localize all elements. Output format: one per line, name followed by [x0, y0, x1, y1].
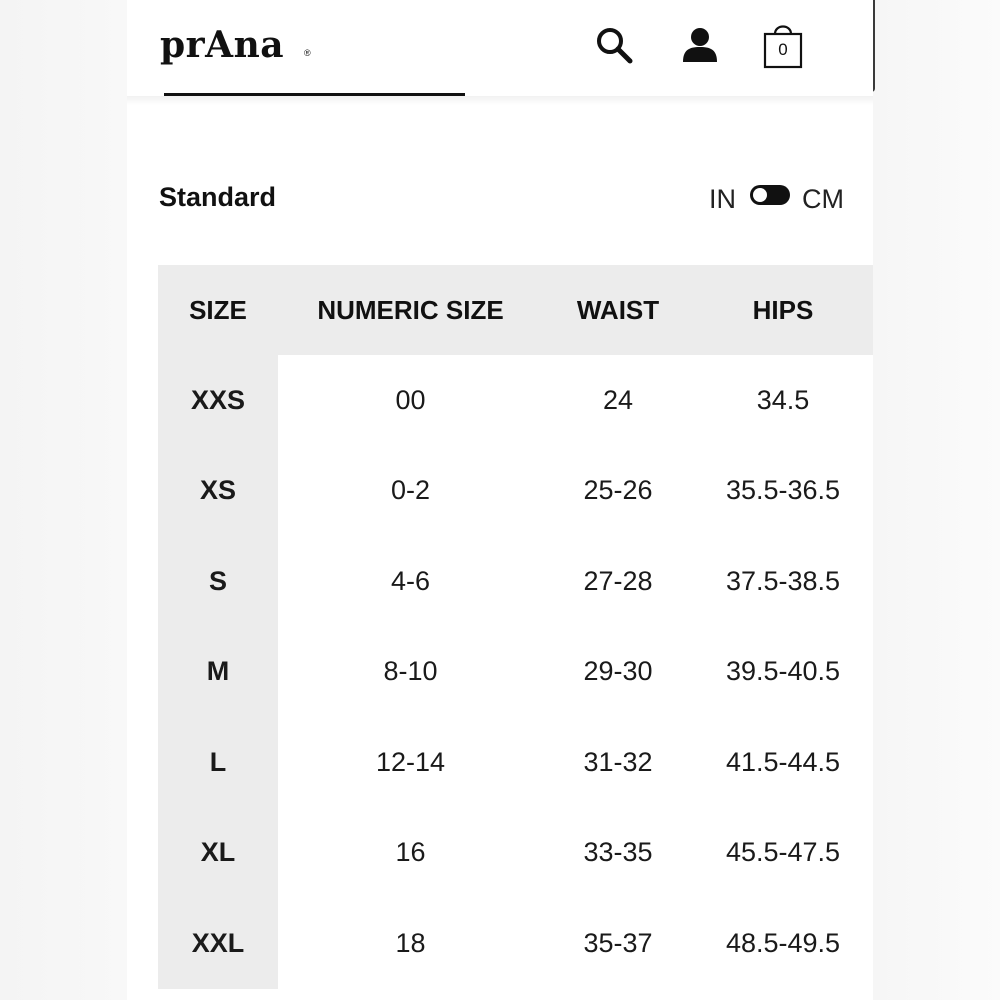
waist-cell: 25-26	[543, 446, 693, 537]
waist-cell: 29-30	[543, 627, 693, 718]
search-icon[interactable]	[594, 25, 634, 65]
cart-count[interactable]: 0	[778, 40, 788, 59]
table-row	[158, 808, 873, 899]
hips-cell: 37.5-38.5	[693, 536, 873, 627]
table-row	[158, 536, 873, 627]
table-row	[158, 898, 873, 989]
size-cell: L	[158, 717, 278, 808]
unit-label-cm[interactable]: CM	[802, 184, 844, 214]
waist-cell: 35-37	[543, 898, 693, 989]
numeric-size-cell: 8-10	[278, 627, 543, 718]
registered-mark: ®	[304, 48, 311, 58]
phone-screen	[127, 0, 873, 1000]
numeric-size-cell: 18	[278, 898, 543, 989]
hips-cell: 34.5	[693, 355, 873, 446]
waist-cell: 24	[543, 355, 693, 446]
waist-cell: 27-28	[543, 536, 693, 627]
hips-cell: 45.5-47.5	[693, 808, 873, 899]
numeric-size-cell: 0-2	[278, 446, 543, 537]
column-header-waist: WAIST	[543, 265, 693, 355]
fit-type-title: Standard	[159, 182, 277, 212]
column-header-hips: HIPS	[693, 265, 873, 355]
unit-label-in[interactable]: IN	[709, 184, 736, 214]
hips-cell: 39.5-40.5	[693, 627, 873, 718]
numeric-size-cell: 00	[278, 355, 543, 446]
header-divider	[127, 96, 873, 105]
hips-cell: 41.5-44.5	[693, 717, 873, 808]
waist-cell: 31-32	[543, 717, 693, 808]
brand-logo[interactable]: prAna	[160, 24, 285, 66]
unit-toggle[interactable]	[707, 180, 857, 220]
numeric-size-cell: 4-6	[278, 536, 543, 627]
numeric-size-cell: 12-14	[278, 717, 543, 808]
column-header-size: SIZE	[158, 265, 278, 355]
table-row	[158, 446, 873, 537]
column-header-numeric-size: NUMERIC SIZE	[278, 265, 543, 355]
size-cell: XXS	[158, 355, 278, 446]
table-row	[158, 717, 873, 808]
size-cell: XL	[158, 808, 278, 899]
size-cell: XS	[158, 446, 278, 537]
size-cell: S	[158, 536, 278, 627]
numeric-size-cell: 16	[278, 808, 543, 899]
waist-cell: 33-35	[543, 808, 693, 899]
hips-cell: 48.5-49.5	[693, 898, 873, 989]
table-row	[158, 355, 873, 446]
size-chart-table	[158, 265, 873, 989]
site-header	[127, 0, 873, 95]
hips-cell: 35.5-36.5	[693, 446, 873, 537]
account-icon[interactable]	[681, 26, 719, 64]
unit-switch[interactable]	[750, 185, 790, 205]
size-cell: XXL	[158, 898, 278, 989]
size-cell: M	[158, 627, 278, 718]
table-header-row	[158, 265, 873, 355]
unit-switch-knob	[753, 188, 767, 202]
table-row	[158, 627, 873, 718]
